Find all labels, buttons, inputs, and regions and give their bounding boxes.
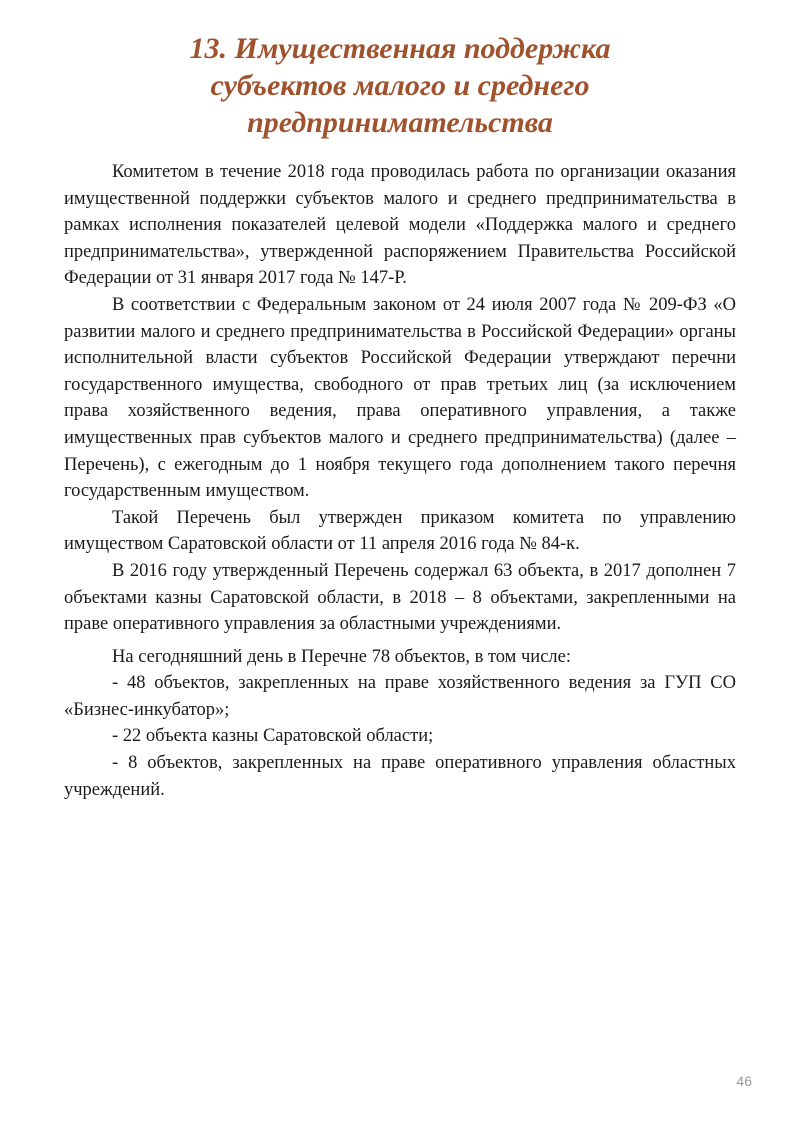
section-title-line-1: 13. Имущественная поддержка: [189, 32, 611, 65]
list-item: - 22 объекта казны Саратовской области;: [112, 726, 434, 747]
body-text: [64, 159, 736, 803]
list-intro: На сегодняшний день в Перечне 78 объектов, в том числе:: [112, 646, 571, 667]
section-title-line-2: субъектов малого и среднего: [210, 69, 590, 102]
paragraph-federal-law: В соответствии с Федеральным законом от 24 июля 2007 года № 209-ФЗ «О развитии малого и среднего предпринимательства в Российской Федерации» органы исполнительной власти субъектов Российской Федерации утверждают перечни государственного имущества, свободного от прав третьих лиц (за исключением права хозяйственного ведения, права оперативного управления, а также имущественных прав субъектов малого и среднего предпринимательства) (далее – Перечень), с ежегодным до 1 ноября текущего года дополнением такого перечня государственным имуществом.: [64, 294, 736, 502]
section-title: [70, 30, 730, 141]
list-item: - 48 объектов, закрепленных на праве хозяйственного ведения за ГУП СО «Бизнес-инкубатор»;: [64, 673, 736, 720]
paragraph-order: Такой Перечень был утвержден приказом комитета по управлению имуществом Саратовской области от 11 апреля 2016 года № 84-к.: [64, 507, 736, 555]
section-title-line-3: предпринимательства: [247, 106, 553, 139]
list-item: - 8 объектов, закрепленных на праве оперативного управления областных учреждений.: [64, 753, 736, 800]
page-number: 46: [736, 1073, 752, 1089]
paragraph-committee-work: Комитетом в течение 2018 года проводилась работа по организации оказания имущественной поддержки субъектов малого и среднего предпринимательства в рамках исполнения показателей целевой модели «Поддержка малого и среднего предпринимательства», утвержденной распоряжением Правительства Российской Федерации от 31 января 2017 года № 147-Р.: [64, 162, 736, 289]
paragraph-list-history: В 2016 году утвержденный Перечень содержал 63 объекта, в 2017 дополнен 7 объектами казны Саратовской области, в 2018 – 8 объектами, закрепленными на праве оперативного управления за областными учреждениями.: [64, 560, 736, 635]
